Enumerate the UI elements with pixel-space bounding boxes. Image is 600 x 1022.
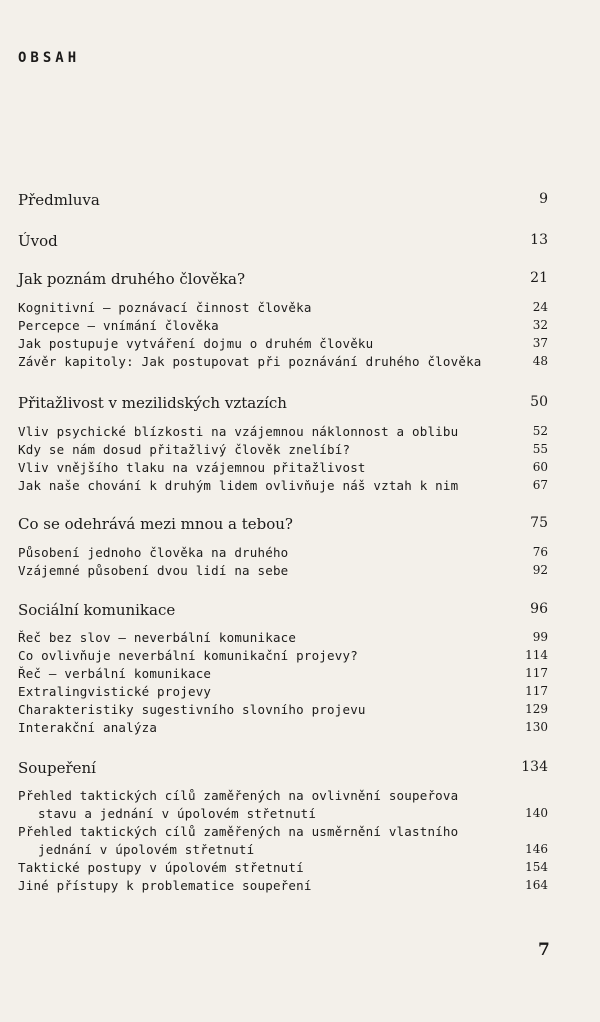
toc-item [18, 318, 548, 338]
item-title: Přehled taktických cílů zaměřených na ovlivnění soupeřova [18, 788, 459, 803]
item-title: Kognitivní — poznávací činnost člověka [18, 300, 312, 315]
chapter-page: 134 [521, 759, 548, 775]
chapter-page: 50 [530, 394, 548, 410]
item-title: Přehled taktických cílů zaměřených na usměrnění vlastního [18, 824, 459, 839]
item-page: 129 [525, 702, 548, 716]
toc-item [18, 824, 548, 844]
chapter-title: Úvod [18, 232, 58, 250]
item-title: Závěr kapitoly: Jak postupovat při poznávání druhého člověka [18, 354, 482, 369]
toc-item [18, 478, 548, 498]
toc-chapter [18, 232, 548, 252]
chapter-title: Předmluva [18, 191, 100, 209]
toc-item [18, 648, 548, 668]
item-page: 32 [532, 318, 548, 332]
item-page: 154 [525, 860, 548, 874]
item-page: 37 [532, 336, 548, 350]
item-title: Vliv psychické blízkosti na vzájemnou náklonnost a oblibu [18, 424, 459, 439]
toc-item [18, 336, 548, 356]
item-title: Taktické postupy v úpolovém střetnutí [18, 860, 304, 875]
toc-chapter [18, 394, 548, 414]
item-title: Působení jednoho člověka na druhého [18, 545, 289, 560]
toc-item [18, 860, 548, 880]
item-title: Co ovlivňuje neverbální komunikační projevy? [18, 648, 358, 663]
toc-item [18, 545, 548, 565]
toc-item [18, 563, 548, 583]
item-page: 117 [525, 684, 548, 698]
chapter-title: Sociální komunikace [18, 601, 176, 619]
item-page: 117 [525, 666, 548, 680]
toc-chapter [18, 270, 548, 290]
item-title: Extralingvistické projevy [18, 684, 212, 699]
item-title: Interakční analýza [18, 720, 158, 735]
item-title: Percepce — vnímání člověka [18, 318, 219, 333]
toc-chapter [18, 191, 548, 211]
toc-item [18, 354, 548, 374]
item-page: 76 [532, 545, 548, 559]
chapter-title: Přitažlivost v mezilidských vztazích [18, 394, 287, 412]
toc-item [18, 666, 548, 686]
item-title: Jiné přístupy k problematice soupeření [18, 878, 312, 893]
item-title: Řeč — verbální komunikace [18, 666, 212, 681]
item-title: Řeč bez slov — neverbální komunikace [18, 630, 297, 645]
item-page: 24 [532, 300, 548, 314]
page-number: 7 [538, 940, 550, 960]
chapter-title: Soupeření [18, 759, 96, 777]
item-page: 60 [532, 460, 548, 474]
chapter-page: 96 [530, 601, 548, 617]
item-title: jednání v úpolovém střetnutí [38, 842, 255, 857]
toc-item [18, 878, 548, 898]
item-title: Charakteristiky sugestivního slovního projevu [18, 702, 366, 717]
item-page: 48 [532, 354, 548, 368]
toc-item [18, 702, 548, 722]
item-page: 92 [532, 563, 548, 577]
toc-item [38, 806, 548, 826]
item-page: 130 [525, 720, 548, 734]
chapter-title: Co se odehrává mezi mnou a tebou? [18, 515, 293, 533]
toc-heading: OBSAH [18, 50, 81, 66]
toc-item [18, 442, 548, 462]
item-page: 99 [532, 630, 548, 644]
chapter-page: 75 [530, 515, 548, 531]
toc-item [18, 300, 548, 320]
chapter-page: 13 [530, 232, 548, 248]
toc-item [18, 630, 548, 650]
toc-item [18, 720, 548, 740]
toc-item [18, 424, 548, 444]
toc-item [18, 788, 548, 808]
toc-chapter [18, 759, 548, 779]
toc-item [38, 842, 548, 862]
item-title: Kdy se nám dosud přitažlivý člověk znelíbí? [18, 442, 351, 457]
item-title: Jak postupuje vytváření dojmu o druhém člověku [18, 336, 374, 351]
item-page: 146 [525, 842, 548, 856]
toc-chapter [18, 515, 548, 535]
item-title: Vzájemné působení dvou lidí na sebe [18, 563, 289, 578]
chapter-page: 9 [539, 191, 548, 207]
item-page: 67 [532, 478, 548, 492]
chapter-page: 21 [530, 270, 548, 286]
item-page: 114 [525, 648, 548, 662]
item-page: 164 [525, 878, 548, 892]
toc-chapter [18, 601, 548, 621]
item-page: 55 [532, 442, 548, 456]
toc-item [18, 684, 548, 704]
item-title: Jak naše chování k druhým lidem ovlivňuje náš vztah k nim [18, 478, 459, 493]
item-page: 140 [525, 806, 548, 820]
item-title: Vliv vnějšího tlaku na vzájemnou přitažlivost [18, 460, 366, 475]
item-title: stavu a jednání v úpolovém střetnutí [38, 806, 317, 821]
toc-item [18, 460, 548, 480]
chapter-title: Jak poznám druhého člověka? [18, 270, 246, 288]
item-page: 52 [532, 424, 548, 438]
